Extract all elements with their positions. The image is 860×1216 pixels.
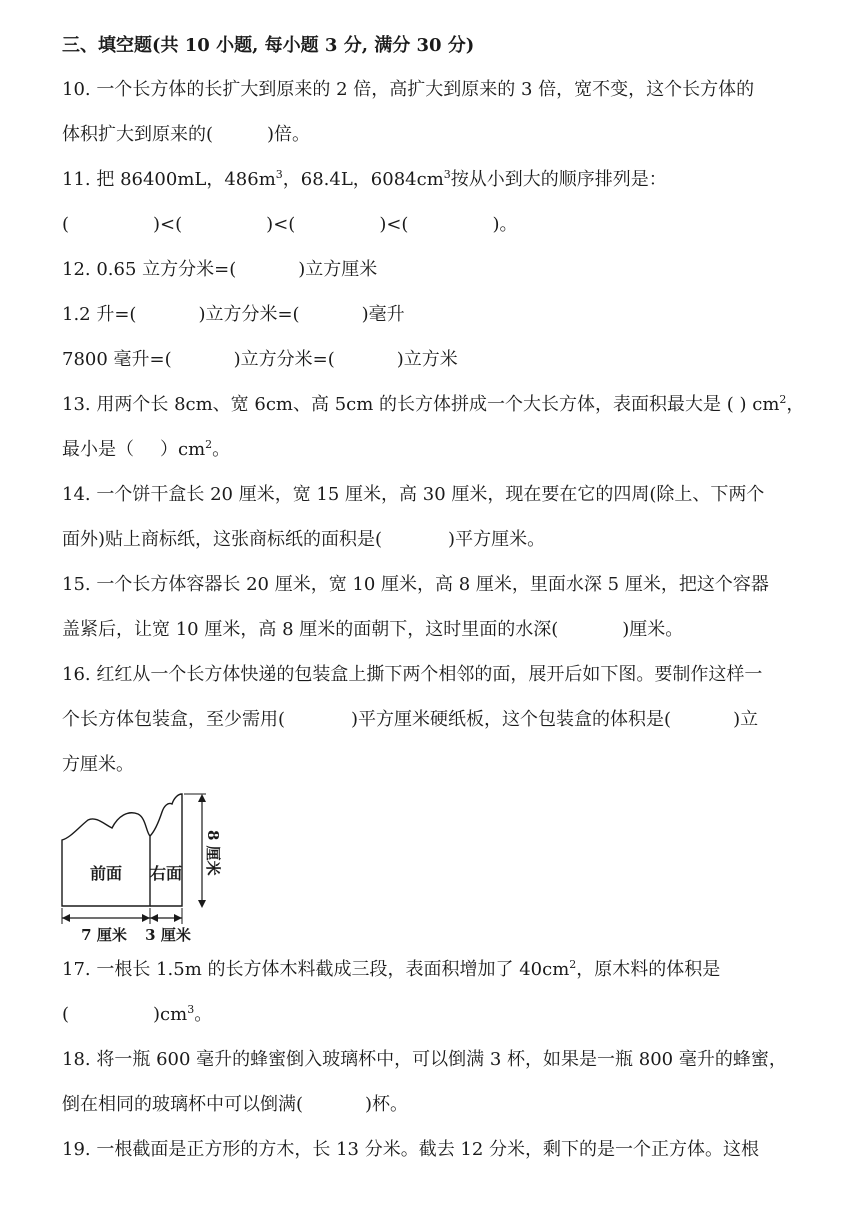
q17-text: 17. 一根长 1.5m 的长方体木料截成三段，表面积增加了 40cm xyxy=(62,959,570,980)
question-13-line-2 xyxy=(62,438,830,462)
arrow-up-icon xyxy=(198,794,206,802)
q12-text: 1.2 升=( xyxy=(62,304,137,325)
exponent: 2 xyxy=(569,958,577,971)
right-face-label: 右面 xyxy=(149,864,183,883)
paren: ( xyxy=(62,214,70,235)
question-15-line-2 xyxy=(62,618,830,642)
question-11-line-2 xyxy=(62,213,830,237)
q12-text: 7800 毫升=( xyxy=(62,349,172,370)
q18-text: 倒在相同的玻璃杯中可以倒满( xyxy=(62,1094,304,1115)
q17-text: 。 xyxy=(194,1004,213,1025)
exponent: 3 xyxy=(275,168,283,181)
section-heading: 三、填空题(共 10 小题, 每小题 3 分, 满分 30 分) xyxy=(62,35,475,56)
question-12-line-2 xyxy=(62,303,830,327)
exponent: 2 xyxy=(205,438,213,451)
question-17-line-2 xyxy=(62,1003,830,1027)
arrow-down-icon xyxy=(198,900,206,908)
q18-text: )杯。 xyxy=(365,1094,409,1115)
front-face-label: 前面 xyxy=(89,864,123,883)
right-face-outline xyxy=(150,794,182,906)
q17-text: )cm xyxy=(153,1004,188,1025)
q10-text-b: )倍。 xyxy=(267,124,311,145)
q13-text: ）cm xyxy=(160,439,206,460)
width-7-label: 7 厘米 xyxy=(81,926,127,944)
question-11-line-1 xyxy=(62,168,830,192)
q12-text: )毫升 xyxy=(361,304,405,325)
height-label: 8 厘米 xyxy=(204,830,222,876)
arrow-left-icon xyxy=(62,914,70,922)
q13-text: 。 xyxy=(212,439,231,460)
question-12-line-3 xyxy=(62,348,830,372)
q16-text: )立 xyxy=(733,709,759,730)
exponent: 2 xyxy=(779,393,787,406)
q16-text: )平方厘米硬纸板，这个包装盒的体积是( xyxy=(351,709,672,730)
question-14-line-1: 14. 一个饼干盒长 20 厘米，宽 15 厘米，高 30 厘米，现在要在它的四周(除上、下两个 xyxy=(62,484,765,505)
question-15-line-1: 15. 一个长方体容器长 20 厘米，宽 10 厘米，高 8 厘米，里面水深 5 厘米，把这个容器 xyxy=(62,574,769,595)
q11-text-b: ，68.4L，6084cm xyxy=(282,169,444,190)
question-16-line-3: 方厘米。 xyxy=(62,754,134,775)
net-diagram xyxy=(56,788,236,944)
q12-text: 12. 0.65 立方分米=( xyxy=(62,259,237,280)
q12-text: )立方厘米 xyxy=(298,259,378,280)
q10-text-a: 体积扩大到原来的( xyxy=(62,124,214,145)
q15-text: )厘米。 xyxy=(622,619,684,640)
q12-text: )立方米 xyxy=(396,349,458,370)
q12-text: )立方分米=( xyxy=(233,349,335,370)
question-18-line-2 xyxy=(62,1093,830,1117)
q12-text: )立方分米=( xyxy=(198,304,300,325)
question-18-line-1: 18. 将一瓶 600 毫升的蜂蜜倒入玻璃杯中，可以倒满 3 杯，如果是一瓶 800 毫升的蜂蜜， xyxy=(62,1049,787,1070)
paren: )。 xyxy=(492,214,518,235)
question-17-line-1 xyxy=(62,958,830,982)
exponent: 3 xyxy=(187,1003,195,1016)
q15-text: 盖紧后，让宽 10 厘米，高 8 厘米的面朝下，这时里面的水深( xyxy=(62,619,559,640)
q14-text: 面外)贴上商标纸，这张商标纸的面积是( xyxy=(62,529,383,550)
q17-text: ( xyxy=(62,1004,70,1025)
q16-text: 个长方体包装盒，至少需用( xyxy=(62,709,286,730)
q13-text: 最小是（ xyxy=(62,439,134,460)
question-14-line-2 xyxy=(62,528,830,552)
q13-text: ， xyxy=(786,394,805,415)
separator: )<( xyxy=(379,214,409,235)
front-face-outline xyxy=(62,813,150,906)
question-10-line-1: 10. 一个长方体的长扩大到原来的 2 倍，高扩大到原来的 3 倍，宽不变，这个长方体的 xyxy=(62,79,755,100)
question-19-line-1: 19. 一根截面是正方形的方木，长 13 分米。截去 12 分米，剩下的是一个正方体。这根 xyxy=(62,1139,760,1160)
q11-text-a: 11. 把 86400mL，486m xyxy=(62,169,276,190)
question-16-line-2 xyxy=(62,708,830,732)
arrow-right-icon xyxy=(142,914,150,922)
separator: )<( xyxy=(266,214,296,235)
separator: )<( xyxy=(153,214,183,235)
q13-text: 13. 用两个长 8cm、宽 6cm、高 5cm 的长方体拼成一个大长方体，表面积最大是 ( ) cm xyxy=(62,394,780,415)
question-12-line-1 xyxy=(62,258,830,282)
q14-text: )平方厘米。 xyxy=(448,529,546,550)
width-3-label: 3 厘米 xyxy=(145,926,191,944)
question-16-line-1: 16. 红红从一个长方体快递的包装盒上撕下两个相邻的面，展开后如下图。要制作这样一 xyxy=(62,664,763,685)
arrow-right-icon xyxy=(174,914,182,922)
arrow-left-icon xyxy=(150,914,158,922)
question-13-line-1 xyxy=(62,393,830,417)
question-10-line-2 xyxy=(62,123,830,147)
exponent: 3 xyxy=(443,168,451,181)
q17-text: ，原木料的体积是 xyxy=(576,959,721,980)
q11-text-c: 按从小到大的顺序排列是： xyxy=(450,169,667,190)
